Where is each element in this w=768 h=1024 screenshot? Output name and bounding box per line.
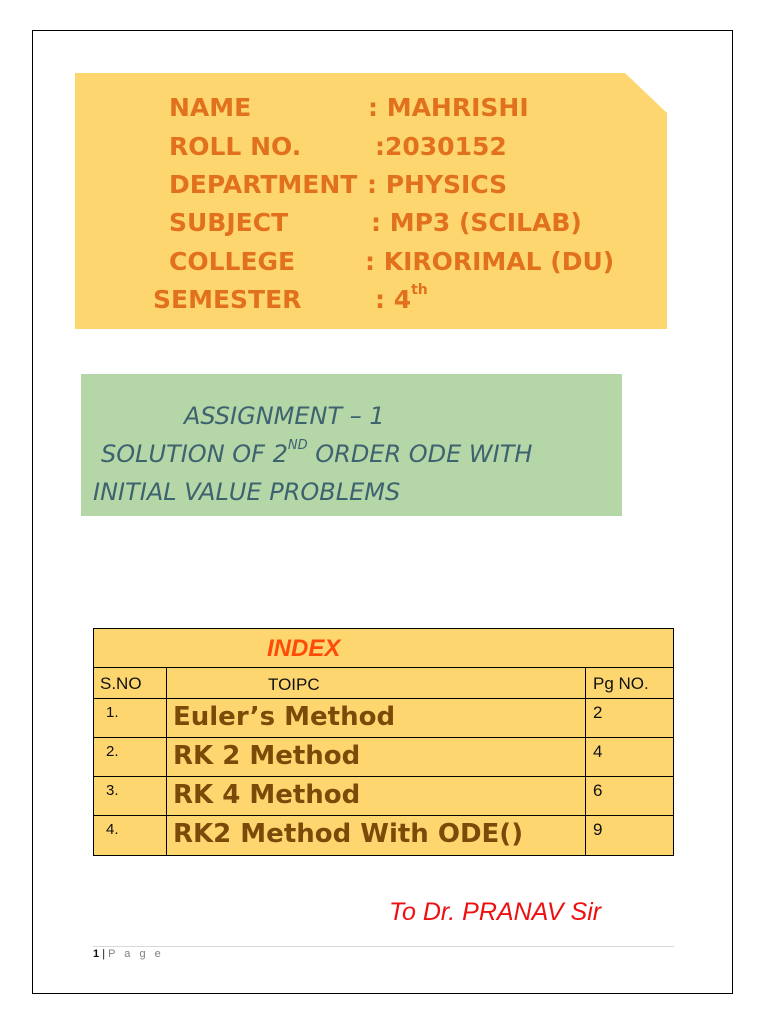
row-4-page: 9 (593, 820, 603, 839)
row-1-page: 2 (593, 703, 603, 722)
department-label: DEPARTMENT (169, 170, 358, 199)
header-topic: TOIPC (268, 675, 320, 694)
table-rule (94, 698, 673, 699)
semester-superscript: th (411, 282, 428, 298)
index-title: INDEX (267, 635, 341, 662)
roll-value: :2030152 (375, 132, 507, 161)
row-3-topic: RK 4 Method (173, 780, 361, 810)
name-label: NAME (169, 93, 252, 122)
semester-label: SEMESTER (153, 285, 302, 314)
dedication-text: To Dr. PRANAV Sir (389, 898, 602, 926)
subject-label: SUBJECT (169, 208, 289, 237)
page-number: 1 (93, 948, 100, 960)
row-3-page: 6 (593, 781, 603, 800)
table-rule (94, 667, 673, 668)
header-page: Pg NO. (593, 674, 649, 693)
college-value: : KIRORIMAL (DU) (365, 247, 615, 276)
header-sno: S.NO (100, 674, 142, 693)
name-value: : MAHRISHI (368, 93, 529, 122)
table-column-rule (166, 667, 167, 855)
row-3-sno: 3. (106, 782, 119, 799)
assignment-box (81, 374, 622, 516)
footer-separator: | (102, 948, 106, 960)
row-2-topic: RK 2 Method (173, 741, 361, 771)
table-rule (94, 737, 673, 738)
page-word: P a g e (108, 948, 164, 960)
table-rule (94, 776, 673, 777)
roll-label: ROLL NO. (169, 132, 302, 161)
row-1-topic: Euler’s Method (173, 702, 396, 732)
semester-value: : 4th (375, 282, 428, 314)
index-table (93, 628, 674, 856)
footer-divider (93, 946, 674, 947)
table-column-rule (585, 667, 586, 855)
row-1-sno: 1. (106, 704, 119, 721)
row-2-page: 4 (593, 742, 603, 761)
page-footer (93, 948, 164, 960)
subject-value: : MP3 (SCILAB) (371, 208, 582, 237)
row-4-sno: 4. (106, 821, 119, 838)
college-label: COLLEGE (169, 247, 296, 276)
department-value: : PHYSICS (367, 170, 508, 199)
assignment-title-line1: SOLUTION OF 2ND ORDER ODE WITH (101, 438, 533, 468)
row-4-topic: RK2 Method With ODE() (173, 819, 524, 849)
assignment-number: ASSIGNMENT – 1 (184, 402, 385, 430)
table-rule (94, 815, 673, 816)
assignment-title-line2: INITIAL VALUE PROBLEMS (93, 478, 401, 506)
row-2-sno: 2. (106, 743, 119, 760)
student-info-box (75, 73, 667, 329)
